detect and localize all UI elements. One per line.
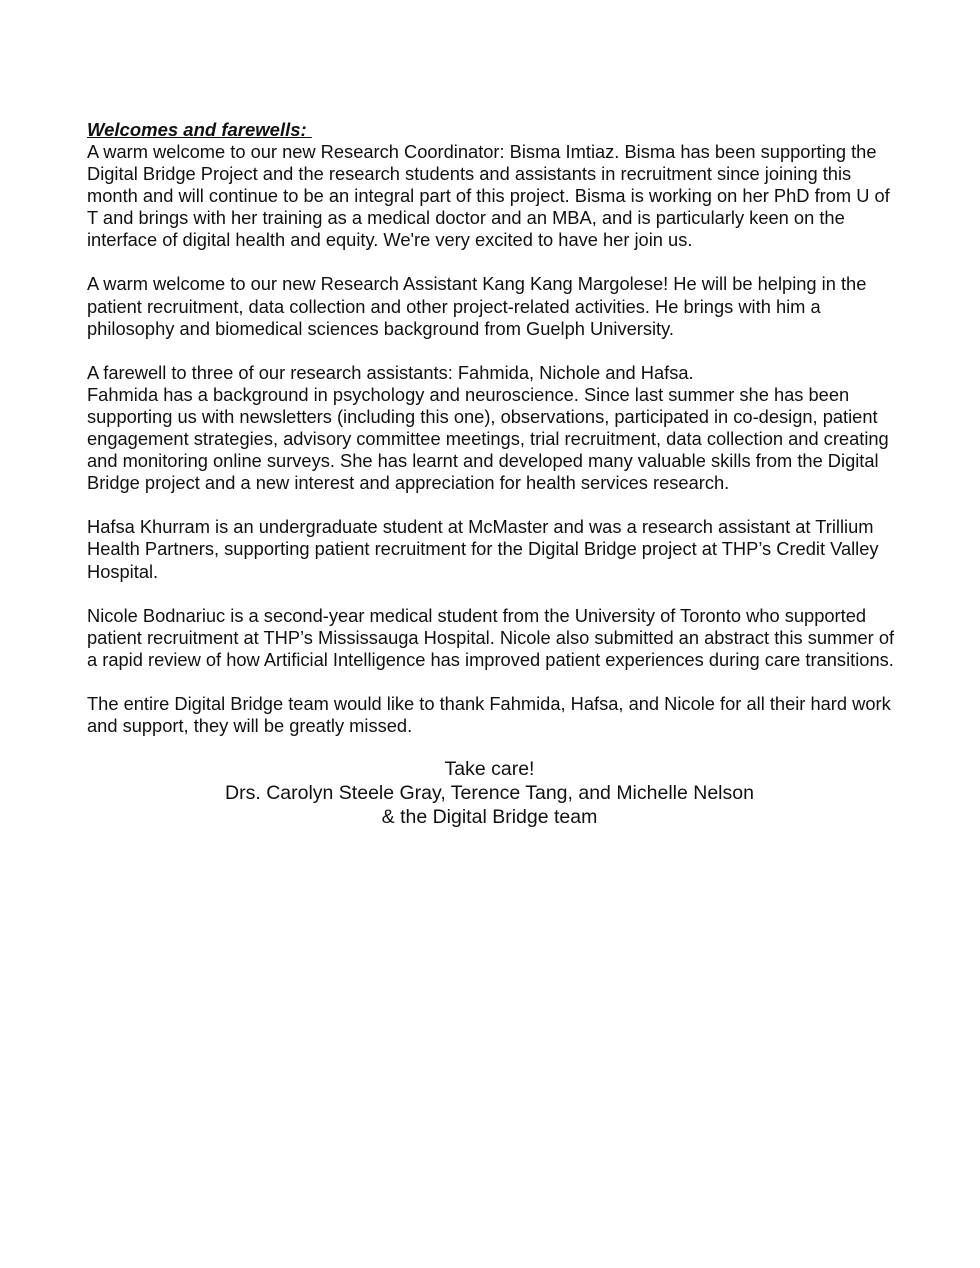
closing-signature bbox=[87, 757, 892, 829]
paragraph-farewell-fahmida: Fahmida has a background in psychology and neuroscience. Since last summer she has been supporting us with newsletters (including this one), observations, participated in co-design, patient engagement strategies, advisory committee meetings, trial recruitment, data collection and creating and monitoring online surveys. She has learnt and developed many valuable skills from the Digital Bridge project and a new interest and appreciation for health services research. bbox=[87, 383, 889, 494]
paragraph-farewell-intro: A farewell to three of our research assistants: Fahmida, Nichole and Hafsa. bbox=[87, 361, 694, 383]
paragraph-farewell-hafsa: Hafsa Khurram is an undergraduate student at McMaster and was a research assistant at Trillium Health Partners, supporting patient recruitment for the Digital Bridge project at THP’s Credit Valley Hospital. bbox=[87, 516, 879, 582]
paragraph-welcome-kang-kang: A warm welcome to our new Research Assistant Kang Kang Margolese! He will be helping in the patient recruitment, data collection and other project-related activities. He brings with him a philosophy and biomedical sciences background from Guelph University. bbox=[87, 273, 867, 339]
closing-line-team: & the Digital Bridge team bbox=[381, 806, 598, 829]
paragraph-farewell-nicole: Nicole Bodnariuc is a second-year medical student from the University of Toronto who supported patient recruitment at THP’s Mississauga Hospital. Nicole also submitted an abstract this summer of a rapid review of how Artificial Intelligence has improved patient experiences during care transitions. bbox=[87, 604, 895, 670]
paragraph-welcome-bisma: A warm welcome to our new Research Coordinator: Bisma Imtiaz. Bisma has been supporting the Digital Bridge Project and the research students and assistants in recruitment since joining this month and will continue to be an integral part of this project. Bisma is working on her PhD from U of T and brings with her training as a medical doctor and an MBA, and is particularly keen on the interface of digital health and equity. We're very excited to have her join us. bbox=[87, 141, 890, 251]
closing-line-doctors: Drs. Carolyn Steele Gray, Terence Tang, and Michelle Nelson bbox=[225, 782, 754, 805]
section-heading: Welcomes and farewells: bbox=[87, 119, 312, 140]
closing-line-take-care: Take care! bbox=[444, 758, 535, 781]
document-page bbox=[87, 119, 902, 829]
paragraph-thanks: The entire Digital Bridge team would like to thank Fahmida, Hafsa, and Nicole for all their hard work and support, they will be greatly missed. bbox=[87, 692, 891, 736]
